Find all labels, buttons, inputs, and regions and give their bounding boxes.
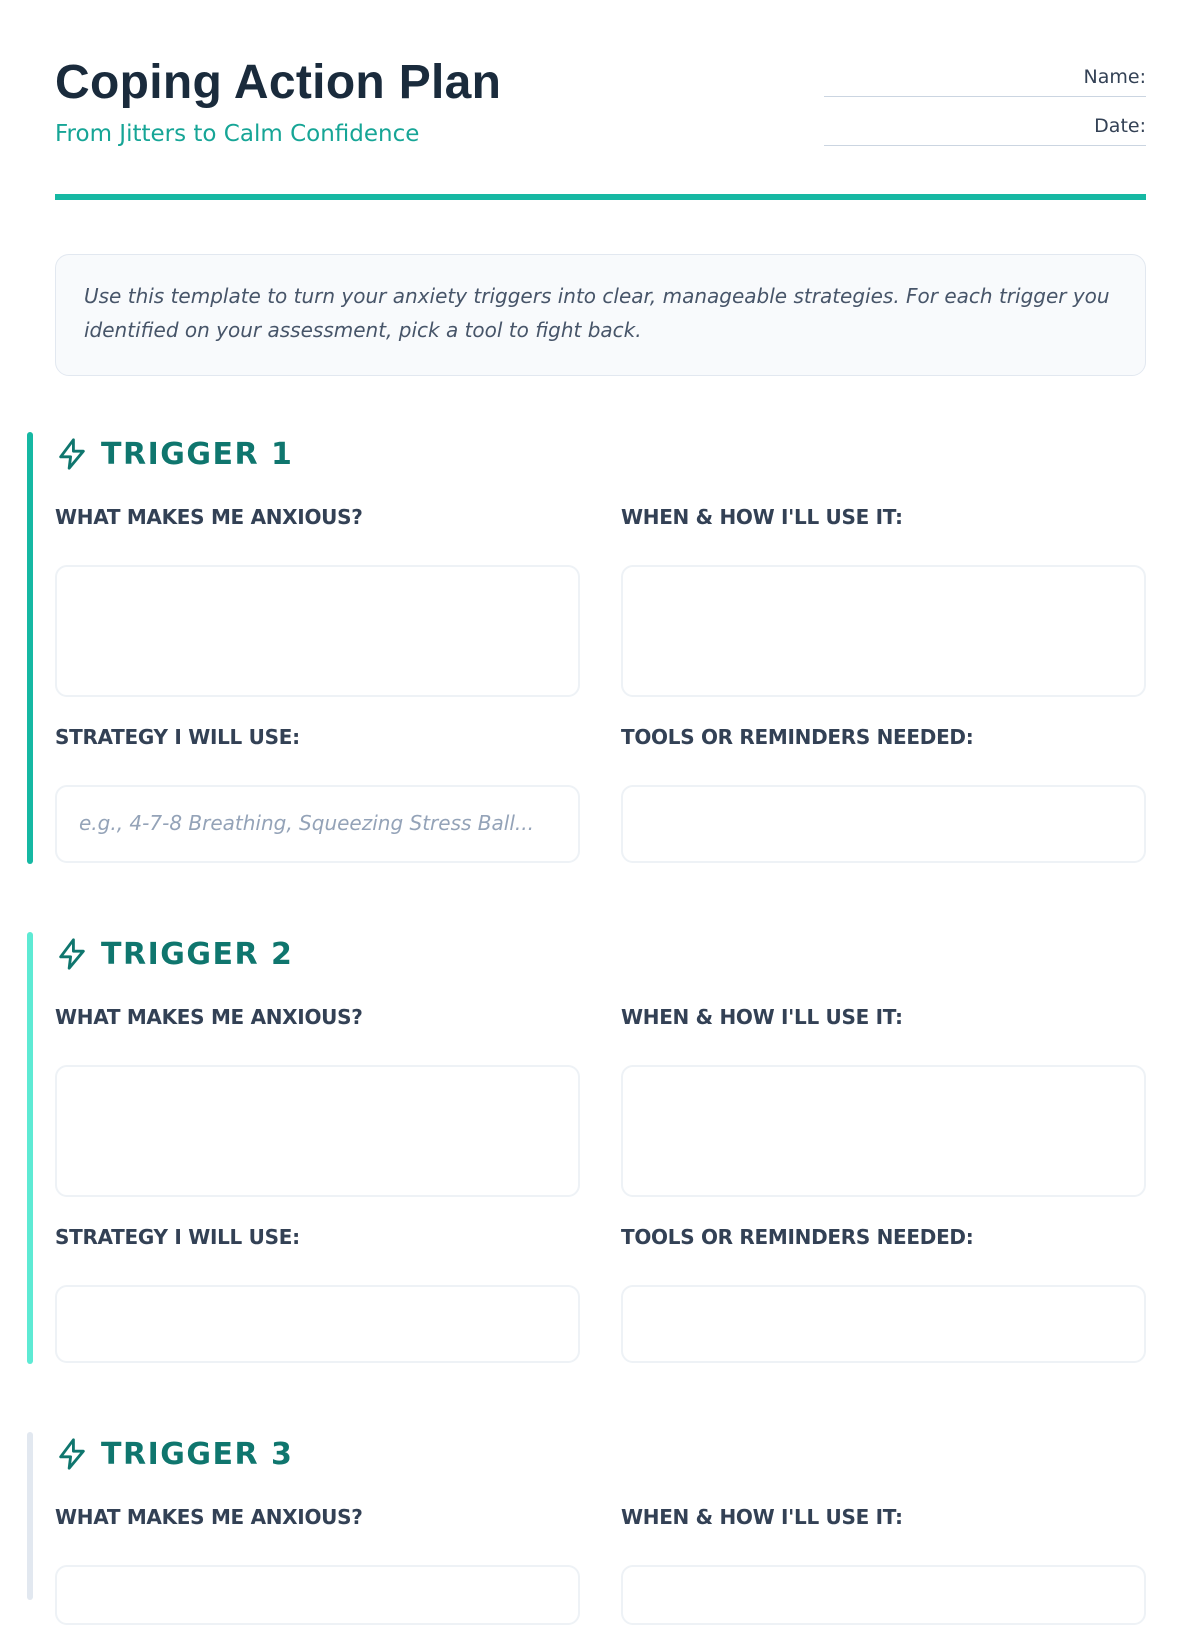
tools-input[interactable] xyxy=(621,1285,1146,1363)
tools-label: TOOLS OR REMINDERS NEEDED: xyxy=(621,1225,974,1249)
trigger-heading xyxy=(55,432,293,476)
anxious-label: WHAT MAKES ME ANXIOUS? xyxy=(55,1505,363,1529)
tools-input[interactable] xyxy=(621,785,1146,863)
when-how-label: WHEN & HOW I'LL USE IT: xyxy=(621,505,903,529)
when-how-label: WHEN & HOW I'LL USE IT: xyxy=(621,1005,903,1029)
anxious-label: WHAT MAKES ME ANXIOUS? xyxy=(55,1005,363,1029)
anxious-label: WHAT MAKES ME ANXIOUS? xyxy=(55,505,363,529)
when-how-input[interactable] xyxy=(621,565,1146,697)
page-subtitle: From Jitters to Calm Confidence xyxy=(55,121,420,147)
when-how-label: WHEN & HOW I'LL USE IT: xyxy=(621,1505,903,1529)
trigger-heading xyxy=(55,1432,293,1476)
when-how-input[interactable] xyxy=(621,1065,1146,1197)
strategy-placeholder: e.g., 4-7-8 Breathing, Squeezing Stress Ball... xyxy=(79,811,534,835)
coping-action-plan-page xyxy=(55,0,1146,1529)
trigger-accent-bar xyxy=(27,932,33,1364)
name-label: Name: xyxy=(1083,66,1146,88)
trigger-heading xyxy=(55,932,293,976)
trigger-title: TRIGGER 3 xyxy=(101,1436,294,1472)
trigger-accent-bar xyxy=(27,432,33,864)
trigger-accent-bar xyxy=(27,1432,33,1600)
date-label: Date: xyxy=(1094,115,1146,137)
lightning-bolt-icon xyxy=(55,937,89,971)
when-how-input[interactable] xyxy=(621,1565,1146,1625)
strategy-label: STRATEGY I WILL USE: xyxy=(55,725,300,749)
anxious-input[interactable] xyxy=(55,565,580,697)
header-divider xyxy=(55,194,1146,200)
date-field[interactable] xyxy=(824,112,1146,146)
intro-note: Use this template to turn your anxiety triggers into clear, manageable strategies. For each trigger you identified on your assessment, pick a tool to fight back. xyxy=(55,254,1146,376)
page-header xyxy=(55,0,1146,203)
lightning-bolt-icon xyxy=(55,1437,89,1471)
strategy-input[interactable] xyxy=(55,785,580,863)
trigger-section-2 xyxy=(55,932,1146,1372)
tools-label: TOOLS OR REMINDERS NEEDED: xyxy=(621,725,974,749)
strategy-input[interactable] xyxy=(55,1285,580,1363)
page-title: Coping Action Plan xyxy=(55,56,502,109)
anxious-input[interactable] xyxy=(55,1565,580,1625)
anxious-input[interactable] xyxy=(55,1065,580,1197)
lightning-bolt-icon xyxy=(55,437,89,471)
strategy-label: STRATEGY I WILL USE: xyxy=(55,1225,300,1249)
trigger-section-3 xyxy=(55,1432,1146,1600)
trigger-title: TRIGGER 1 xyxy=(101,436,294,472)
name-field[interactable] xyxy=(824,63,1146,97)
trigger-section-1 xyxy=(55,432,1146,872)
trigger-title: TRIGGER 2 xyxy=(101,936,294,972)
